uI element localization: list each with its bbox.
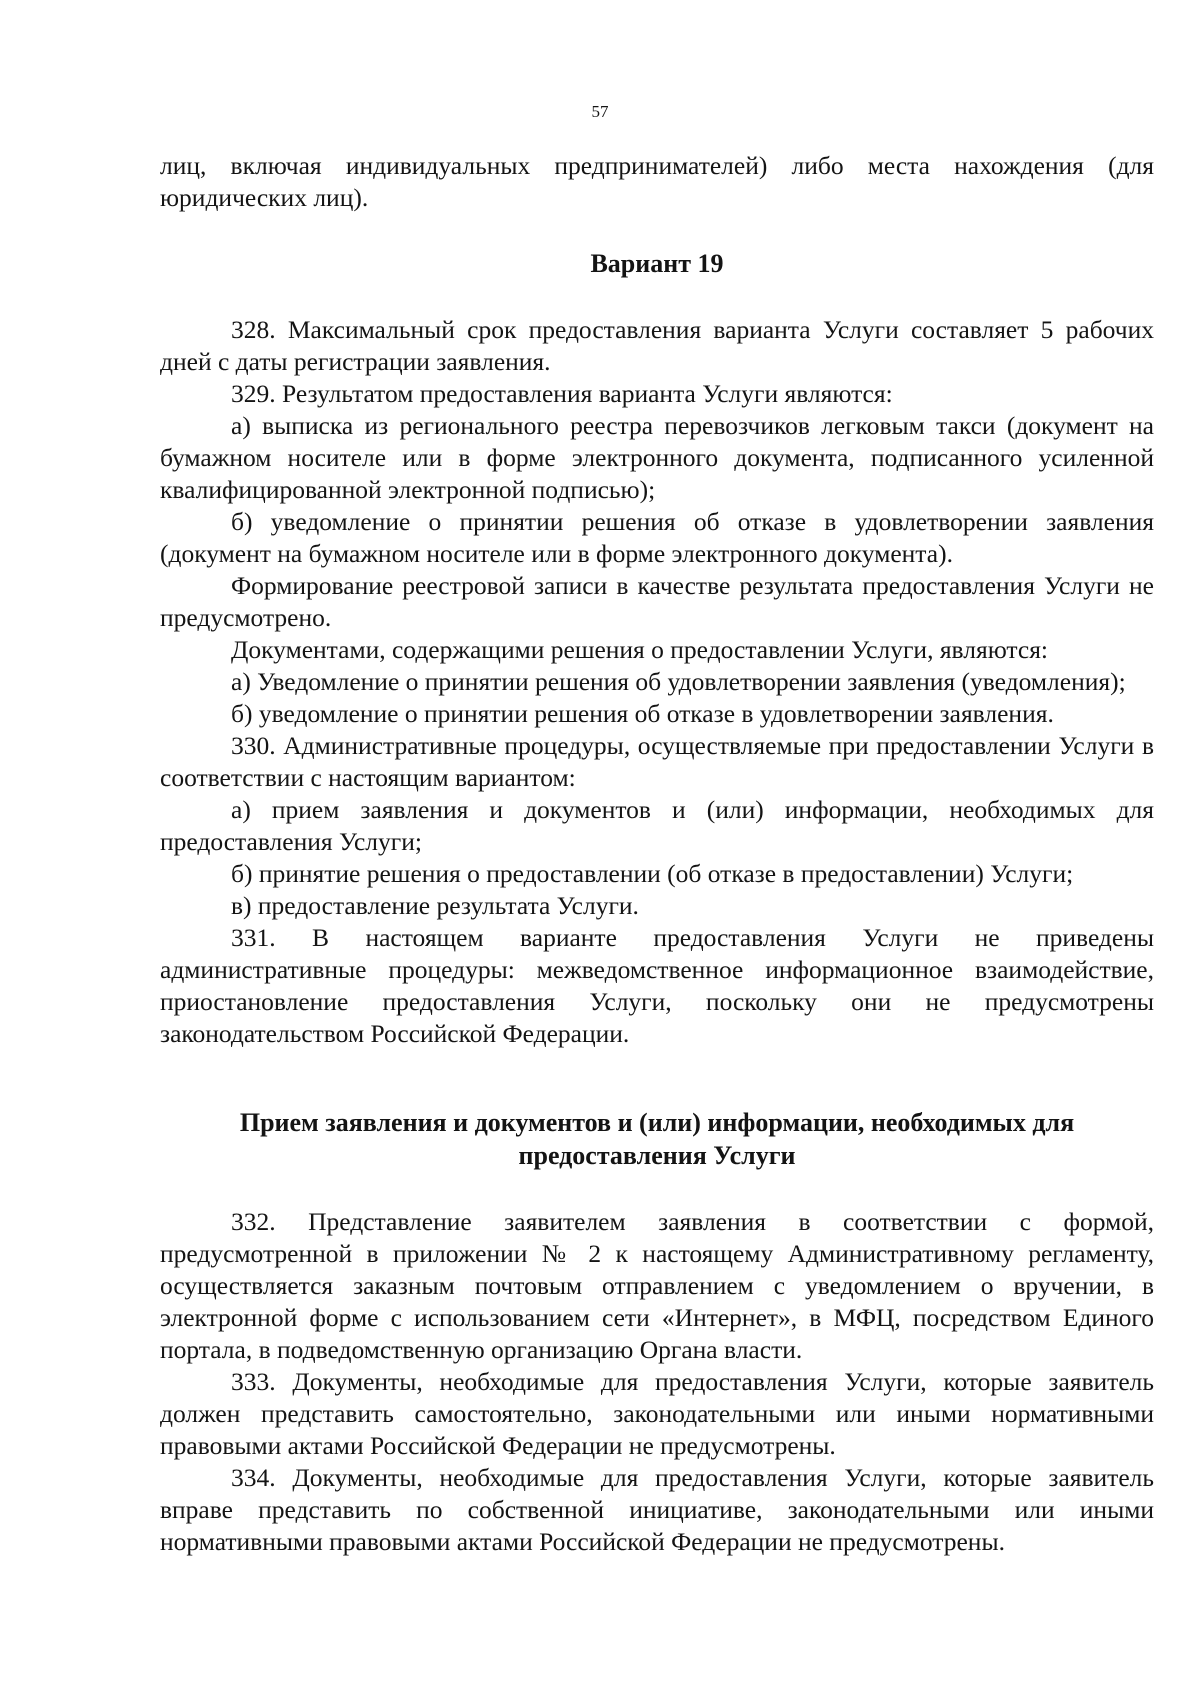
paragraph-328: 328. Максимальный срок предоставления варианта Услуги составляет 5 рабочих дней с даты регистрации заявления. bbox=[160, 315, 1154, 376]
document-body bbox=[160, 150, 1154, 1558]
list-item-a-reception: а) прием заявления и документов и (или) информации, необходимых для предоставления Услуги; bbox=[160, 795, 1154, 856]
list-item-a-extract: а) выписка из регионального реестра перевозчиков легковым такси (документ на бумажном носителе или в форме электронного документа, подписанного усиленной квалифицированной электронной подписью); bbox=[160, 411, 1154, 504]
paragraph-continuation: лиц, включая индивидуальных предпринимателей) либо места нахождения (для юридических лиц). bbox=[160, 151, 1154, 212]
list-item-c-result: в) предоставление результата Услуги. bbox=[231, 891, 639, 920]
paragraph-registry-record: Формирование реестровой записи в качестве результата предоставления Услуги не предусмотрено. bbox=[160, 571, 1154, 632]
variant-heading: Вариант 19 bbox=[590, 249, 724, 278]
list-item-b-refusal-decision: б) уведомление о принятии решения об отказе в удовлетворении заявления. bbox=[231, 699, 1054, 728]
paragraph-333: 333. Документы, необходимые для предоставления Услуги, которые заявитель должен представить самостоятельно, законодательными или иными нормативными правовыми актами Российской Федерации не предусмотрены. bbox=[160, 1367, 1154, 1460]
paragraph-330: 330. Административные процедуры, осуществляемые при предоставлении Услуги в соответствии с настоящим вариантом: bbox=[160, 731, 1154, 792]
paragraph-decision-documents: Документами, содержащими решения о предоставлении Услуги, являются: bbox=[231, 635, 1049, 664]
paragraph-334: 334. Документы, необходимые для предоставления Услуги, которые заявитель вправе представить по собственной инициативе, законодательными или иными нормативными правовыми актами Российской Федерации не предусмотрены. bbox=[160, 1463, 1154, 1556]
list-item-a-approval-notice: а) Уведомление о принятии решения об удовлетворении заявления (уведомления); bbox=[231, 667, 1126, 696]
section-heading: Прием заявления и документов и (или) информации, необходимых для предоставления Услуги bbox=[239, 1108, 1075, 1170]
page-number: 57 bbox=[591, 102, 609, 121]
list-item-b-decision: б) принятие решения о предоставлении (об отказе в предоставлении) Услуги; bbox=[231, 859, 1074, 888]
paragraph-332: 332. Представление заявителем заявления в соответствии с формой, предусмотренной в приложении № 2 к настоящему Административному регламенту, осуществляется заказным почтовым отправлением с уведомлением о вручении, в электронной форме с использованием сети «Интернет», в МФЦ, посредством Единого портала, в подведомственную организацию Органа власти. bbox=[160, 1207, 1154, 1364]
list-item-b-refusal-notice: б) уведомление о принятии решения об отказе в удовлетворении заявления (документ на бумажном носителе или в форме электронного документа). bbox=[160, 507, 1154, 568]
paragraph-329: 329. Результатом предоставления варианта Услуги являются: bbox=[231, 379, 893, 408]
paragraph-331: 331. В настоящем варианте предоставления Услуги не приведены административные процедуры: межведомственное информационное взаимодействие, приостановление предоставления Услуги, поскольку они не предусмотрены законодательством Российской Федерации. bbox=[160, 923, 1154, 1048]
